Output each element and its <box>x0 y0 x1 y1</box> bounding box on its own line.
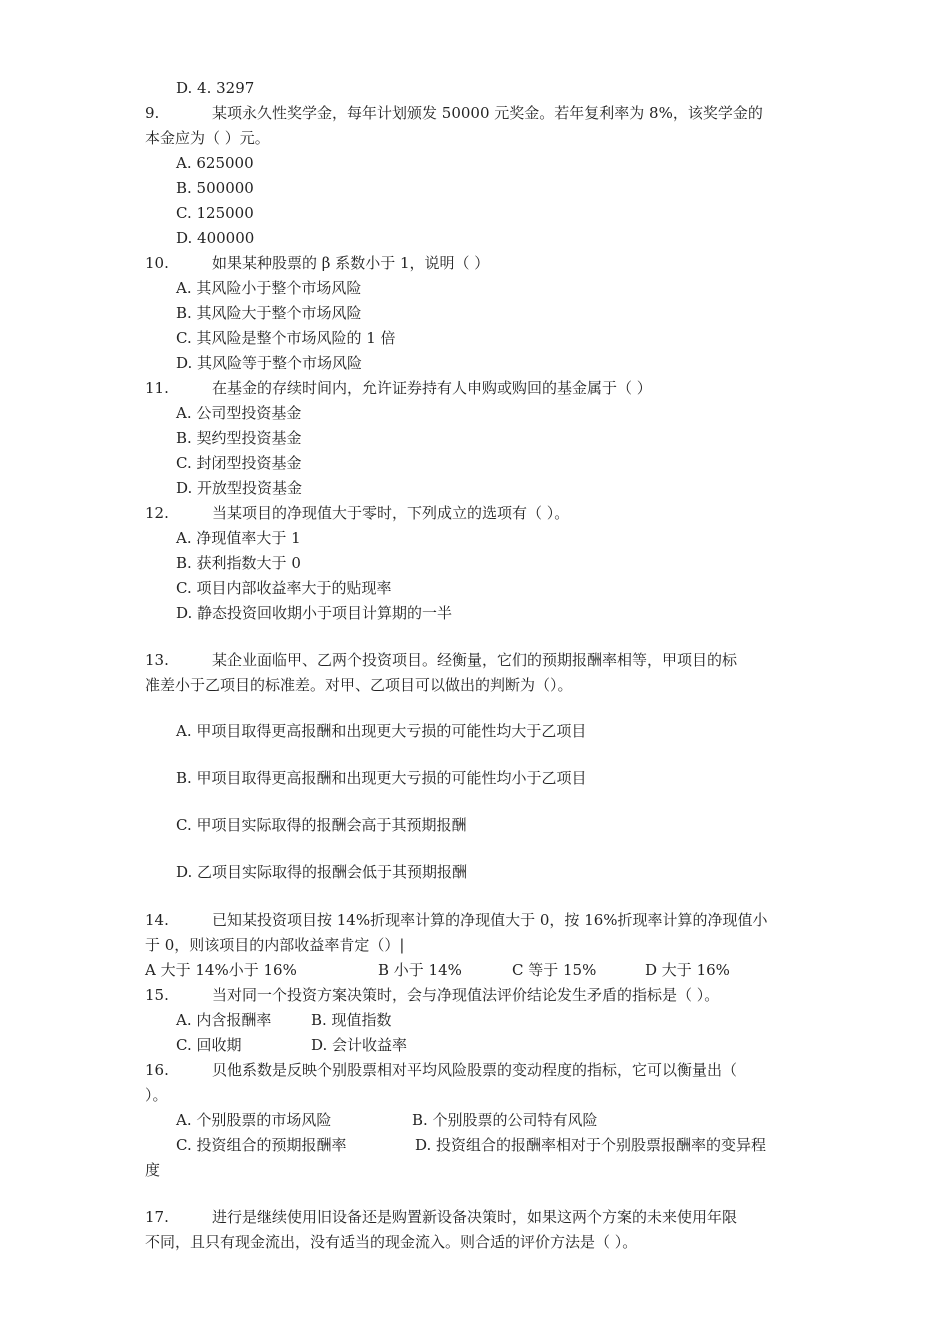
q11-number: 11. <box>145 379 169 397</box>
q12-option-c: C. 项目内部收益率大于的贴现率 <box>176 579 392 597</box>
q9-option-d: D. 400000 <box>176 229 255 247</box>
q10-option-d: D. 其风险等于整个市场风险 <box>176 354 363 372</box>
q10-text: 如果某种股票的 β 系数小于 1，说明（ ） <box>212 254 490 272</box>
q13-option-c: C. 甲项目实际取得的报酬会高于其预期报酬 <box>176 816 467 834</box>
q12-number: 12. <box>145 504 169 522</box>
q15-option-c: C. 回收期 <box>176 1036 242 1054</box>
q15-option-d: D. 会计收益率 <box>311 1036 408 1054</box>
q13-number: 13. <box>145 651 169 669</box>
q14-number: 14. <box>145 911 169 929</box>
q11-option-a: A. 公司型投资基金 <box>176 404 302 422</box>
q16-option-d-cont: 度 <box>145 1161 161 1179</box>
q16-number: 16. <box>145 1061 169 1079</box>
q14-option-c: C 等于 15% <box>512 961 597 979</box>
q12-option-a: A. 净现值率大于 1 <box>176 529 301 547</box>
q8-option-d: D. 4. 3297 <box>176 79 255 97</box>
q16-text-cont: ）。 <box>145 1086 168 1104</box>
q12-text: 当某项目的净现值大于零时，下列成立的选项有（ ）。 <box>212 504 570 522</box>
q10-option-a: A. 其风险小于整个市场风险 <box>176 279 362 297</box>
q17-text-cont: 不同，且只有现金流出，没有适当的现金流入。则合适的评价方法是（ ）。 <box>145 1233 638 1251</box>
q13-text-cont: 准差小于乙项目的标准差。对甲、乙项目可以做出的判断为（）。 <box>145 676 573 694</box>
q15-number: 15. <box>145 986 169 1004</box>
q10-number: 10. <box>145 254 169 272</box>
q9-number: 9. <box>145 104 160 122</box>
q16-option-a: A. 个别股票的市场风险 <box>176 1111 332 1129</box>
q9-text: 某项永久性奖学金，每年计划颁发 50000 元奖金。若年复利率为 8%，该奖学金的 <box>212 104 763 122</box>
q17-number: 17. <box>145 1208 169 1226</box>
q15-option-b: B. 现值指数 <box>311 1011 392 1029</box>
q14-option-d: D 大于 16% <box>645 961 730 979</box>
q12-option-b: B. 获利指数大于 0 <box>176 554 301 572</box>
q15-text: 当对同一个投资方案决策时，会与净现值法评价结论发生矛盾的指标是（ ）。 <box>212 986 720 1004</box>
q11-option-c: C. 封闭型投资基金 <box>176 454 302 472</box>
q14-option-a: A 大于 14%小于 16% <box>145 961 297 979</box>
q16-option-c: C. 投资组合的预期报酬率 <box>176 1136 347 1154</box>
q16-option-b: B. 个别股票的公司特有风险 <box>412 1111 598 1129</box>
q11-option-b: B. 契约型投资基金 <box>176 429 302 447</box>
q9-text-cont: 本金应为（ ）元。 <box>145 129 270 147</box>
q9-option-b: B. 500000 <box>176 179 254 197</box>
q9-option-a: A. 625000 <box>176 154 254 172</box>
q15-option-a: A. 内含报酬率 <box>176 1011 272 1029</box>
q16-option-d: D. 投资组合的报酬率相对于个别股票报酬率的变异程 <box>415 1136 767 1154</box>
q13-option-a: A. 甲项目取得更高报酬和出现更大亏损的可能性均大于乙项目 <box>176 722 587 740</box>
q14-text-cont: 于 0，则该项目的内部收益率肯定（）| <box>145 936 405 954</box>
q16-text: 贝他系数是反映个别股票相对平均风险股票的变动程度的指标，它可以衡量出（ <box>212 1061 738 1079</box>
q10-option-c: C. 其风险是整个市场风险的 1 倍 <box>176 329 396 347</box>
q11-option-d: D. 开放型投资基金 <box>176 479 303 497</box>
q14-text: 已知某投资项目按 14%折现率计算的净现值大于 0，按 16%折现率计算的净现值小 <box>212 911 768 929</box>
q10-option-b: B. 其风险大于整个市场风险 <box>176 304 362 322</box>
q13-option-d: D. 乙项目实际取得的报酬会低于其预期报酬 <box>176 863 468 881</box>
q11-text: 在基金的存续时间内，允许证券持有人申购或购回的基金属于（ ） <box>212 379 652 397</box>
q13-text: 某企业面临甲、乙两个投资项目。经衡量，它们的预期报酬率相等，甲项目的标 <box>212 651 738 669</box>
q13-option-b: B. 甲项目取得更高报酬和出现更大亏损的可能性均小于乙项目 <box>176 769 587 787</box>
q12-option-d: D. 静态投资回收期小于项目计算期的一半 <box>176 604 453 622</box>
q9-option-c: C. 125000 <box>176 204 254 222</box>
q14-option-b: B 小于 14% <box>378 961 462 979</box>
q17-text: 进行是继续使用旧设备还是购置新设备决策时，如果这两个方案的未来使用年限 <box>212 1208 738 1226</box>
